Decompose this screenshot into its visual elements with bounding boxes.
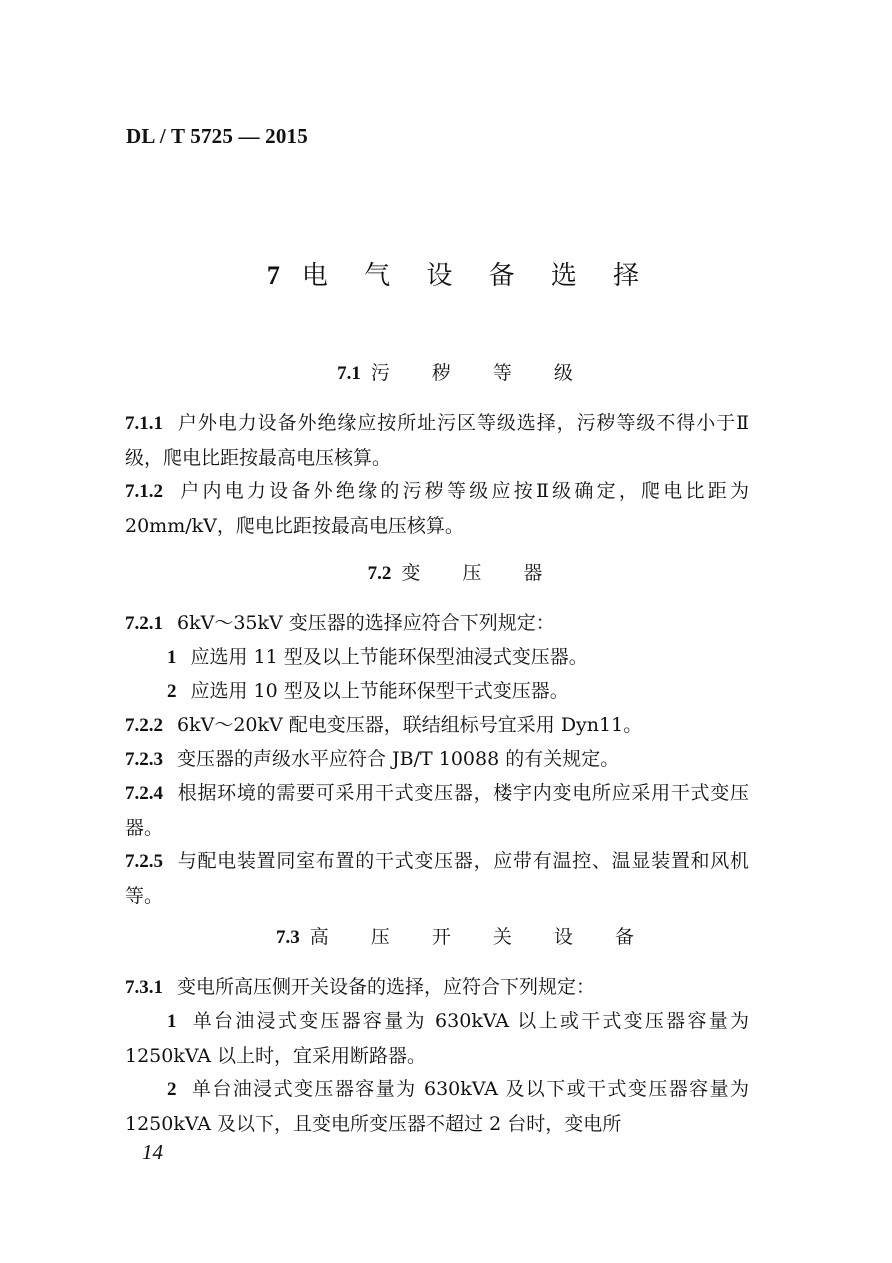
section-title-text: 变 压 器 (401, 562, 561, 584)
standard-code: DL / T 5725 — 2015 (126, 124, 308, 148)
list-item-7-2-1-2 (125, 674, 749, 709)
clause-number: 7.2.3 (125, 749, 163, 770)
section-title-text: 高 压 开 关 设 备 (309, 926, 652, 948)
section-number: 7.2 (367, 563, 392, 584)
list-item-7-3-1-2 (125, 1072, 749, 1141)
list-item-7-2-1-1 (125, 640, 749, 675)
clause-number: 7.2.2 (125, 715, 163, 736)
item-number: 2 (167, 681, 177, 702)
clause-text: 与配电装置同室布置的干式变压器，应带有温控、温显装置和风机等。 (125, 850, 749, 907)
clause-7-1-2 (125, 474, 749, 543)
item-number: 2 (167, 1079, 177, 1100)
clause-text: 户内电力设备外绝缘的污秽等级应按Ⅱ级确定，爬电比距为 20mm/kV，爬电比距按最高电压核算。 (125, 480, 749, 537)
clause-7-2-3 (125, 742, 749, 777)
section-title-7-3 (0, 922, 892, 949)
clause-text: 变压器的声级水平应符合 JB/T 10088 的有关规定。 (177, 748, 620, 770)
list-item-7-3-1-1 (125, 1004, 749, 1073)
chapter-title-text: 电 气 设 备 选 择 (301, 261, 654, 291)
section-title-7-1 (0, 358, 892, 385)
clause-number: 7.1.2 (125, 481, 163, 502)
clause-7-2-5 (125, 844, 749, 913)
clause-7-2-4 (125, 776, 749, 845)
section-title-text: 污 秽 等 级 (370, 362, 591, 384)
clause-text: 根据环境的需要可采用干式变压器，楼宇内变电所应采用干式变压器。 (125, 782, 749, 839)
item-text: 单台油浸式变压器容量为 630kVA 及以下或干式变压器容量为 1250kVA 及以下，且变电所变压器不超过 2 台时，变电所 (125, 1078, 749, 1135)
clause-number: 7.2.1 (125, 613, 163, 634)
chapter-title (0, 255, 892, 292)
item-text: 单台油浸式变压器容量为 630kVA 以上或干式变压器容量为 1250kVA 以上时，宜采用断路器。 (125, 1010, 749, 1067)
clause-text: 6kV～35kV 变压器的选择应符合下列规定： (177, 612, 555, 634)
section-number: 7.1 (337, 363, 361, 384)
clause-7-2-1 (125, 606, 749, 641)
clause-7-1-1 (125, 406, 749, 475)
page-number: 14 (142, 1140, 163, 1164)
item-text: 应选用 10 型及以上节能环保型干式变压器。 (190, 680, 569, 702)
section-title-7-2 (0, 558, 892, 585)
clause-number: 7.2.5 (125, 851, 163, 872)
clause-7-3-1 (125, 970, 749, 1005)
clause-number: 7.2.4 (125, 783, 163, 804)
clause-number: 7.3.1 (125, 977, 163, 998)
clause-7-2-2 (125, 708, 749, 743)
item-number: 1 (167, 1011, 177, 1032)
section-number: 7.3 (276, 927, 300, 948)
item-number: 1 (167, 647, 177, 668)
clause-number: 7.1.1 (125, 413, 163, 434)
clause-text: 6kV～20kV 配电变压器，联结组标号宜采用 Dyn11。 (177, 714, 643, 736)
clause-text: 户外电力设备外绝缘应按所址污区等级选择，污秽等级不得小于Ⅱ级，爬电比距按最高电压核算。 (125, 412, 749, 469)
chapter-number: 7 (266, 261, 280, 290)
item-text: 应选用 11 型及以上节能环保型油浸式变压器。 (190, 646, 588, 668)
clause-text: 变电所高压侧开关设备的选择，应符合下列规定： (177, 976, 596, 998)
